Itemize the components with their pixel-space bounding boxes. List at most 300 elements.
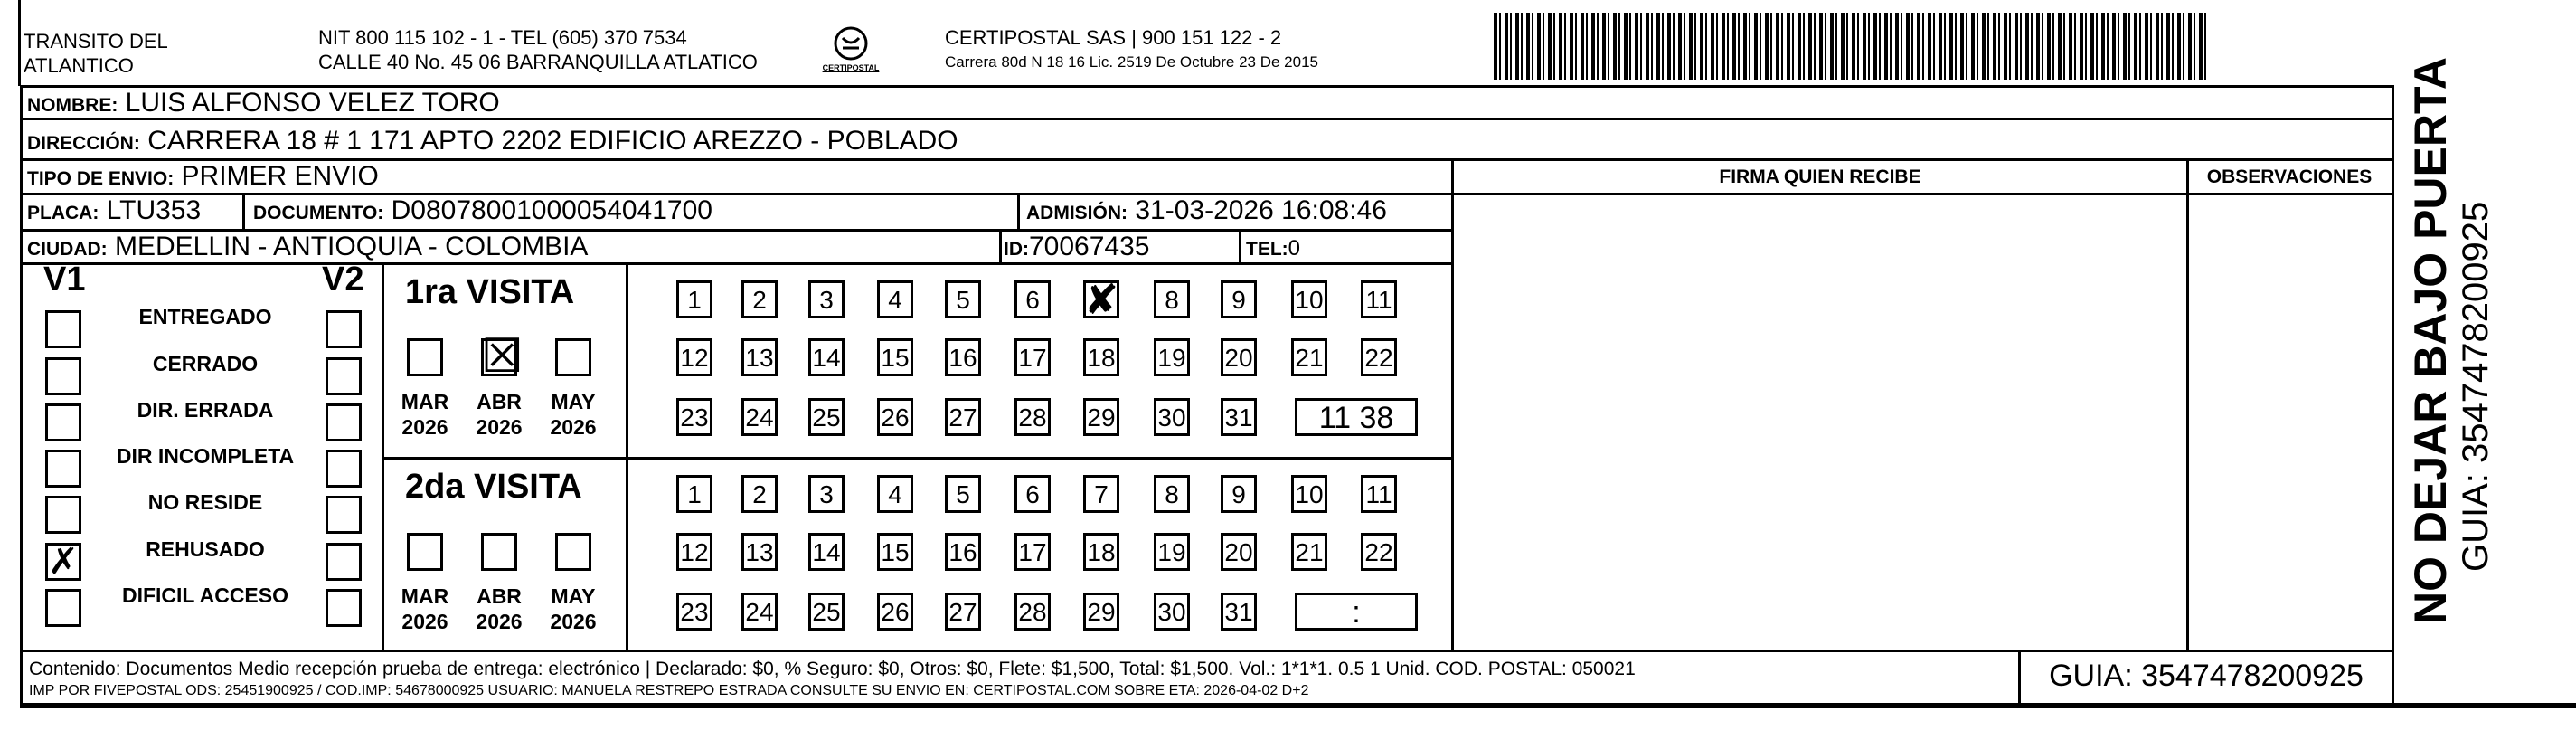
barcode-bar (2156, 13, 2159, 80)
nombre-value: LUIS ALFONSO VELEZ TORO (125, 88, 500, 118)
barcode-bar (1613, 13, 1617, 80)
barcode-bar (2009, 13, 2011, 80)
barcode-bar (2047, 13, 2051, 80)
barcode-bar (1808, 13, 1812, 80)
cross-mark: ☒ (481, 329, 524, 384)
barcode-bar (1982, 13, 1986, 80)
barcode-bar (1581, 13, 1584, 80)
nit-line1: NIT 800 115 102 - 1 - TEL (605) 370 7534 (318, 26, 687, 49)
barcode-bar (1618, 13, 1620, 80)
day-box[interactable]: 16 (945, 533, 981, 571)
day-box[interactable]: 30 (1154, 398, 1190, 436)
day-box[interactable]: 10 (1291, 475, 1327, 513)
documento-label: DOCUMENTO: (253, 203, 384, 223)
barcode-bar (1933, 13, 1935, 80)
observaciones-header: OBSERVACIONES (2206, 166, 2373, 187)
courier-line2: Carrera 80d N 18 16 Lic. 2519 De Octubre 23 De 2015 (945, 53, 1318, 71)
barcode-bar (1792, 13, 1794, 80)
barcode-bar (2134, 13, 2137, 80)
ciudad-label: CIUDAD: (27, 239, 108, 260)
barcode-bar (2118, 13, 2119, 80)
status-label-5: REHUSADO (146, 537, 265, 561)
barcode-bar (1944, 13, 1946, 80)
barcode-bar (1684, 13, 1685, 80)
barcode-bar (1928, 13, 1931, 80)
barcode-bar (2004, 13, 2007, 80)
barcode-bar (1553, 13, 1555, 80)
barcode-bar (2194, 13, 2195, 80)
nombre-label: NOMBRE: (27, 95, 118, 116)
barcode-bar (1570, 13, 1573, 80)
barcode-bar (1678, 13, 1682, 80)
barcode-bar (2139, 13, 2141, 80)
barcode-bar (1608, 13, 1609, 80)
barcode-bar (1901, 13, 1902, 80)
barcode-bar (1705, 13, 1707, 80)
month-checkbox[interactable] (407, 533, 443, 571)
barcode-bar (1868, 13, 1870, 80)
footer-guia: GUIA: 3547478200925 (2049, 659, 2364, 693)
barcode-bar (1993, 13, 1996, 80)
day-box[interactable]: 14 (808, 338, 845, 376)
barcode-bar (2107, 13, 2109, 80)
barcode-bar (2101, 13, 2105, 80)
tel-value: 0 (1288, 236, 1301, 261)
barcode-bar (1906, 13, 1910, 80)
month-year: 2026 (401, 415, 448, 439)
time-box[interactable]: : (1295, 593, 1418, 631)
barcode-bar (1526, 13, 1530, 80)
barcode (1492, 13, 2212, 80)
day-box[interactable]: 11 (1361, 280, 1397, 318)
month-label (542, 583, 605, 634)
direccion-value: CARRERA 18 # 1 171 APTO 2202 EDIFICIO AREZZO - POBLADO (147, 126, 958, 156)
barcode-bar (2204, 13, 2206, 80)
col-divider (242, 193, 245, 229)
barcode-bar (1841, 13, 1845, 80)
day-box[interactable]: 28 (1014, 593, 1051, 631)
day-box[interactable]: 26 (877, 398, 913, 436)
col-divider (1017, 193, 1020, 229)
day-box[interactable]: 2 (741, 475, 778, 513)
barcode-bar (1966, 13, 1967, 80)
barcode-bar (2112, 13, 2116, 80)
barcode-bar (2090, 13, 2094, 80)
barcode-bar (2069, 13, 2072, 80)
day-box[interactable]: 13 (741, 533, 778, 571)
month-year: 2026 (550, 610, 597, 633)
barcode-bar (1602, 13, 1606, 80)
day-box[interactable]: 25 (808, 593, 845, 631)
barcode-bar (1814, 13, 1816, 80)
barcode-bar (2177, 13, 2181, 80)
corner-mark (18, 0, 21, 86)
barcode-bar (1597, 13, 1599, 80)
v2-checkbox[interactable] (326, 543, 362, 581)
sender-line2: ATLANTICO (24, 54, 134, 77)
day-box[interactable]: 9 (1221, 475, 1257, 513)
day-box[interactable]: 14 (808, 533, 845, 571)
barcode-bar (2074, 13, 2076, 80)
v2-checkbox[interactable] (326, 450, 362, 488)
status-label-3: DIR INCOMPLETA (116, 444, 295, 468)
day-box[interactable]: 30 (1154, 593, 1190, 631)
v1-checkbox[interactable] (45, 543, 81, 581)
barcode-bar (2128, 13, 2130, 80)
day-box[interactable]: 11 (1361, 475, 1397, 513)
day-box[interactable]: 2 (741, 280, 778, 318)
barcode-bar (1873, 13, 1877, 80)
month-name: MAR (401, 584, 449, 608)
barcode-bar (1738, 13, 1740, 80)
barcode-bar (1955, 13, 1957, 80)
day-box[interactable]: 20 (1221, 533, 1257, 571)
barcode-bar (2123, 13, 2127, 80)
barcode-bar (1939, 13, 1942, 80)
barcode-bar (1781, 13, 1783, 80)
barcode-bar (2183, 13, 2184, 80)
barcode-bar (1998, 13, 2000, 80)
v2-checkbox[interactable] (326, 589, 362, 627)
barcode-bar (2161, 13, 2163, 80)
col-divider (2018, 650, 2021, 703)
v2-header: V2 (322, 261, 364, 299)
visit-title-0: 1ra VISITA (405, 273, 575, 311)
admision-value: 31-03-2026 16:08:46 (1135, 195, 1387, 225)
day-box[interactable]: 18 (1083, 533, 1119, 571)
day-box[interactable]: 3 (808, 280, 845, 318)
barcode-bar (1884, 13, 1888, 80)
month-year: 2026 (476, 415, 523, 439)
barcode-bar (2199, 13, 2203, 80)
day-box[interactable]: 12 (676, 533, 712, 571)
day-box[interactable]: 21 (1291, 533, 1327, 571)
firma-header: FIRMA QUIEN RECIBE (1719, 166, 1921, 187)
barcode-bar (1917, 13, 1920, 80)
v2-checkbox[interactable] (326, 496, 362, 534)
status-label-4: NO RESIDE (147, 490, 263, 514)
barcode-bar (2096, 13, 2098, 80)
day-box[interactable]: 15 (877, 338, 913, 376)
day-box[interactable]: 23 (676, 398, 712, 436)
barcode-bar (2042, 13, 2043, 80)
barcode-bar (1505, 13, 1508, 80)
day-box[interactable]: 27 (945, 593, 981, 631)
barcode-bar (1656, 13, 1660, 80)
side-warning: NO DEJAR BAJO PUERTA (2405, 57, 2456, 624)
day-box[interactable]: 3 (808, 475, 845, 513)
barcode-bar (2058, 13, 2062, 80)
visit-divider (382, 457, 1454, 460)
check-mark: ✗ (48, 541, 79, 583)
side-notice (2405, 57, 2523, 624)
month-name: MAY (551, 584, 596, 608)
day-box[interactable]: 26 (877, 593, 913, 631)
barcode-bar (1537, 13, 1541, 80)
day-box[interactable]: 6 (1014, 280, 1051, 318)
barcode-bar (1591, 13, 1595, 80)
barcode-bar (1819, 13, 1823, 80)
day-box[interactable]: 29 (1083, 593, 1119, 631)
barcode-bar (2031, 13, 2033, 80)
col-divider (382, 262, 384, 652)
barcode-bar (1890, 13, 1892, 80)
v1-checkbox[interactable] (45, 450, 81, 488)
id-value: 70067435 (1029, 232, 1150, 261)
barcode-bar (1846, 13, 1848, 80)
nit-line2: CALLE 40 No. 45 06 BARRANQUILLA ATLATICO (318, 51, 758, 73)
barcode-bar (1667, 13, 1671, 80)
month-checkbox[interactable] (481, 329, 524, 384)
day-box[interactable]: 23 (676, 593, 712, 631)
time-box[interactable]: 11 38 (1295, 398, 1418, 436)
month-label (467, 583, 531, 634)
month-name: MAY (551, 390, 596, 413)
month-checkbox[interactable] (555, 533, 591, 571)
placa-field (27, 195, 201, 229)
day-box[interactable]: 27 (945, 398, 981, 436)
day-box[interactable]: 22 (1361, 338, 1397, 376)
day-box[interactable]: 1 (676, 475, 712, 513)
month-label (542, 389, 605, 440)
barcode-bar (1646, 13, 1649, 80)
day-box[interactable]: 12 (676, 338, 712, 376)
barcode-bar (2145, 13, 2148, 80)
month-name: ABR (477, 390, 522, 413)
month-name: MAR (401, 390, 449, 413)
barcode-bar (1987, 13, 1989, 80)
admision-field (1026, 195, 1387, 229)
documento-field (253, 195, 712, 229)
tel-field (1246, 232, 1300, 265)
day-box[interactable]: 16 (945, 338, 981, 376)
day-box[interactable]: 9 (1221, 280, 1257, 318)
courier-info (945, 25, 1318, 74)
month-year: 2026 (476, 610, 523, 633)
barcode-bar (1727, 13, 1729, 80)
barcode-bar (2188, 13, 2192, 80)
v2-checkbox[interactable] (326, 357, 362, 395)
day-box[interactable]: 4 (877, 475, 913, 513)
barcode-bar (1716, 13, 1718, 80)
ciudad-value: MEDELLIN - ANTIOQUIA - COLOMBIA (115, 232, 589, 261)
barcode-bar (1532, 13, 1533, 80)
day-box[interactable]: 15 (877, 533, 913, 571)
v1-header: V1 (43, 261, 86, 299)
barcode-bar (1700, 13, 1703, 80)
barcode-bar (1879, 13, 1881, 80)
barcode-bar (1499, 13, 1501, 80)
month-year: 2026 (401, 610, 448, 633)
barcode-bar (2150, 13, 2152, 80)
day-box[interactable]: 20 (1221, 338, 1257, 376)
barcode-bar (1635, 13, 1638, 80)
barcode-bar (2052, 13, 2054, 80)
barcode-bar (1662, 13, 1664, 80)
day-box[interactable]: 1 (676, 280, 712, 318)
month-label (467, 389, 531, 440)
barcode-bar (1895, 13, 1899, 80)
v1-checkbox[interactable] (45, 496, 81, 534)
placa-label: PLACA: (27, 203, 99, 223)
tipo-label: TIPO DE ENVIO: (27, 168, 175, 189)
barcode-bar (1798, 13, 1801, 80)
barcode-bar (1830, 13, 1834, 80)
id-field (1004, 232, 1149, 265)
day-box[interactable]: 18 (1083, 338, 1119, 376)
status-label-0: ENTREGADO (138, 305, 272, 328)
barcode-bar (1825, 13, 1826, 80)
barcode-bar (1624, 13, 1628, 80)
day-box[interactable]: 10 (1291, 280, 1327, 318)
day-box[interactable]: 29 (1083, 398, 1119, 436)
day-box[interactable]: 24 (741, 593, 778, 631)
barcode-bar (1863, 13, 1866, 80)
day-box[interactable]: 19 (1154, 533, 1190, 571)
month-checkbox[interactable] (555, 338, 591, 376)
day-box[interactable]: 28 (1014, 398, 1051, 436)
day-box[interactable]: 8 (1154, 475, 1190, 513)
barcode-bar (2015, 13, 2018, 80)
sender-name (24, 29, 168, 78)
barcode-bar (1640, 13, 1642, 80)
certipostal-logo (819, 25, 882, 80)
sender-line1: TRANSITO DEL (24, 30, 168, 52)
month-label (393, 583, 457, 634)
day-box[interactable]: 25 (808, 398, 845, 436)
barcode-bar (1776, 13, 1779, 80)
day-box[interactable]: 13 (741, 338, 778, 376)
barcode-bar (1711, 13, 1714, 80)
barcode-bar (1922, 13, 1924, 80)
day-box[interactable]: 17 (1014, 533, 1051, 571)
logo-text: CERTIPOSTAL (822, 63, 880, 72)
barcode-bar (1754, 13, 1758, 80)
day-box[interactable]: 31 (1221, 593, 1257, 631)
barcode-bar (1543, 13, 1544, 80)
col-divider (1239, 229, 1241, 262)
side-guia: GUIA: 3547478200925 (2456, 201, 2496, 572)
barcode-bar (1949, 13, 1953, 80)
day-box[interactable] (1083, 275, 1119, 324)
imp-text: IMP POR FIVEPOSTAL ODS: 25451900925 / COD.IMP: 54678000925 USUARIO: MANUELA RESTREPO ESTRADA CONSULTE SU ENVIO EN: CERTIPOSTAL.COM SOBRE ETA: 2026-04-02 D+2 (29, 683, 1309, 698)
contenido-text: Contenido: Documentos Medio recepción prueba de entrega: electrónico | Declarado: $0, % Seguro: $0, Otros: $0, Flete: $1,500, Total: $1,500. Vol.: 1*1*1. 0.5 1 Unid. COD. POSTAL: 050021 (29, 659, 1636, 679)
status-label-1: CERRADO (152, 352, 259, 375)
v1-checkbox[interactable] (45, 589, 81, 627)
placa-value: LTU353 (106, 195, 202, 225)
day-box[interactable]: 4 (877, 280, 913, 318)
month-year: 2026 (550, 415, 597, 439)
barcode-bar (1977, 13, 1978, 80)
col-divider (2186, 158, 2189, 652)
v2-checkbox[interactable] (326, 310, 362, 348)
v1-checkbox[interactable] (45, 403, 81, 441)
barcode-bar (1651, 13, 1653, 80)
day-box[interactable]: 6 (1014, 475, 1051, 513)
month-label (393, 389, 457, 440)
col-divider (1451, 158, 1454, 652)
barcode-bar (1765, 13, 1769, 80)
day-box[interactable]: 24 (741, 398, 778, 436)
admision-label: ADMISIÓN: (1026, 203, 1128, 223)
barcode-bar (1515, 13, 1519, 80)
barcode-bar (2036, 13, 2040, 80)
day-box[interactable]: 17 (1014, 338, 1051, 376)
barcode-bar (1787, 13, 1790, 80)
day-box[interactable]: 31 (1221, 398, 1257, 436)
barcode-bar (1722, 13, 1725, 80)
barcode-bar (2025, 13, 2029, 80)
bottom-cut-line (20, 703, 2576, 708)
barcode-bar (2085, 13, 2087, 80)
col-divider (626, 262, 628, 652)
day-box[interactable]: 21 (1291, 338, 1327, 376)
barcode-bar (1743, 13, 1747, 80)
status-label-6: DIFICIL ACCESO (121, 583, 288, 607)
tipo-value: PRIMER ENVIO (181, 161, 379, 191)
barcode-bar (1564, 13, 1566, 80)
barcode-bar (2080, 13, 2083, 80)
barcode-bar (1803, 13, 1805, 80)
barcode-bar (1732, 13, 1736, 80)
day-box[interactable]: 5 (945, 475, 981, 513)
barcode-bar (1857, 13, 1859, 80)
barcode-bar (1548, 13, 1552, 80)
ciudad-field (27, 232, 588, 265)
v1-checkbox[interactable] (45, 357, 81, 395)
day-box[interactable]: 19 (1154, 338, 1190, 376)
day-box[interactable]: 7 (1083, 475, 1119, 513)
id-label: ID: (1004, 239, 1029, 260)
month-checkbox[interactable] (407, 338, 443, 376)
status-label-2: DIR. ERRADA (137, 398, 274, 422)
barcode-bar (1911, 13, 1913, 80)
barcode-bar (1673, 13, 1675, 80)
barcode-bar (2166, 13, 2170, 80)
barcode-bar (2063, 13, 2065, 80)
barcode-bar (1586, 13, 1588, 80)
barcode-bar (1510, 13, 1512, 80)
v1-checkbox[interactable] (45, 310, 81, 348)
documento-value: D08078001000054041700 (391, 195, 712, 225)
barcode-bar (1689, 13, 1693, 80)
barcode-bar (1960, 13, 1964, 80)
barcode-bar (1749, 13, 1750, 80)
nombre-field (27, 88, 500, 121)
day-box[interactable]: 22 (1361, 533, 1397, 571)
barcode-bar (1971, 13, 1975, 80)
barcode-bar (2172, 13, 2174, 80)
month-checkbox[interactable] (481, 533, 517, 571)
barcode-bar (1629, 13, 1631, 80)
barcode-bar (1852, 13, 1855, 80)
day-box[interactable]: 8 (1154, 280, 1190, 318)
barcode-bar (1521, 13, 1523, 80)
day-box[interactable]: 5 (945, 280, 981, 318)
tipo-field (27, 161, 379, 194)
barcode-bar (2020, 13, 2022, 80)
month-name: ABR (477, 584, 522, 608)
v2-checkbox[interactable] (326, 403, 362, 441)
barcode-bar (1694, 13, 1696, 80)
barcode-bar (1835, 13, 1837, 80)
col-divider (999, 229, 1002, 262)
barcode-bar (1760, 13, 1761, 80)
direccion-label: DIRECCIÓN: (27, 133, 140, 154)
barcode-bar (1575, 13, 1577, 80)
sender-nit (318, 25, 758, 74)
courier-line1: CERTIPOSTAL SAS | 900 151 122 - 2 (945, 26, 1282, 49)
